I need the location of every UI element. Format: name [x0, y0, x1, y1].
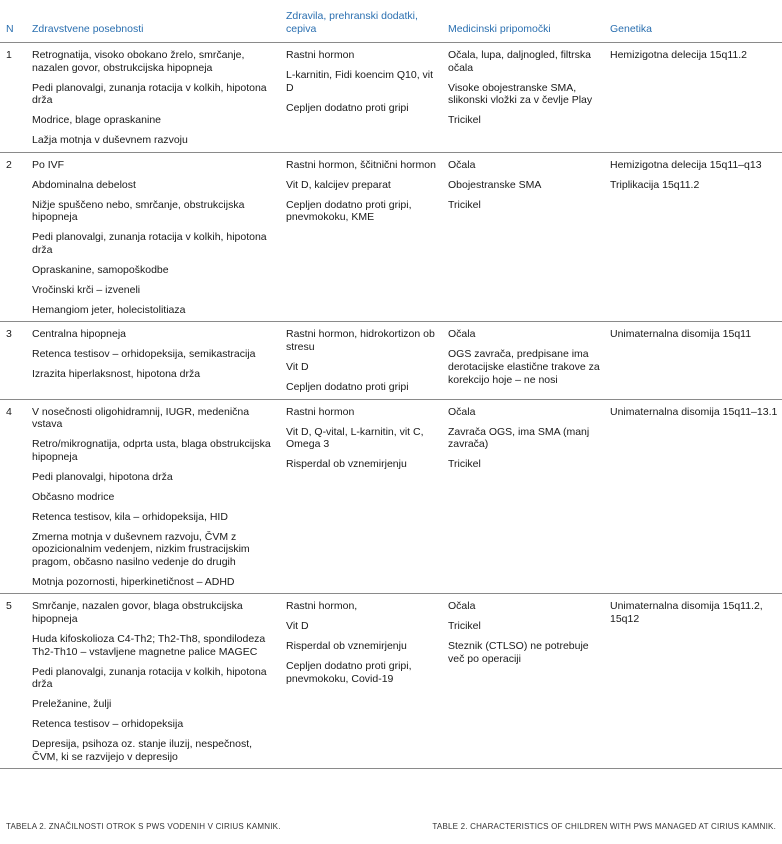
- drugs-item: Rastni hormon, ščitnični hormon: [286, 158, 436, 171]
- health-item: Zmerna motnja v duševnem razvoju, ČVM z opozicionalnim vedenjem, nizkim frustracijskim pragom, občasno nasilno vedenje do drugih: [32, 530, 250, 568]
- table-row: [0, 322, 782, 399]
- health-item: Pedi planovalgi, zunanja rotacija v kolkih, hipotona drža: [32, 81, 267, 107]
- health-item: Hemangiom jeter, holecistolitiaza: [32, 303, 186, 316]
- table-row: [0, 152, 782, 322]
- aids-cell: [442, 322, 604, 399]
- aids-item: Obojestranske SMA: [448, 178, 542, 191]
- aids-item: Tricikel: [448, 114, 481, 127]
- drugs-cell: [280, 594, 442, 769]
- health-cell: [26, 399, 280, 594]
- table-body: [0, 43, 782, 769]
- aids-item: Steznik (CTLSO) ne potrebuje več po operaciji: [448, 640, 589, 666]
- aids-item: OGS zavrača, predpisane ima derotacijske elastične trakove za korekcijo hoje – ne nosi: [448, 348, 600, 386]
- aids-cell: [442, 43, 604, 153]
- row-number: 4: [0, 399, 26, 594]
- health-item: Retro/mikrognatija, odprta usta, blaga obstrukcijska hipopneja: [32, 438, 271, 463]
- health-item: Smrčanje, nazalen govor, blaga obstrukcijska hipopneja: [32, 600, 243, 626]
- characteristics-table-container: [0, 10, 782, 769]
- drugs-cell: [280, 152, 442, 322]
- health-cell: [26, 594, 280, 769]
- drugs-item: Cepljen dodatno proti gripi: [286, 101, 409, 114]
- genetics-item: Triplikacija 15q11.2: [610, 178, 700, 191]
- header-drugs: Zdravila, prehranski dodatki, cepiva: [280, 10, 442, 43]
- health-item: Preležanine, žulji: [32, 698, 112, 711]
- aids-cell: [442, 152, 604, 322]
- header-genetics: Genetika: [604, 10, 782, 43]
- genetics-item: Unimaternalna disomija 15q11–13.1: [610, 405, 778, 418]
- drugs-item: Cepljen dodatno proti gripi, pnevmokoku, Covid-19: [286, 660, 412, 685]
- header-health: Zdravstvene posebnosti: [26, 10, 280, 43]
- drugs-cell: [280, 322, 442, 399]
- aids-item: Očala, lupa, daljnogled, filtrska očala: [448, 49, 591, 74]
- aids-cell: [442, 594, 604, 769]
- health-item: Vročinski krči – izveneli: [32, 283, 141, 296]
- health-cell: [26, 322, 280, 399]
- drugs-cell: [280, 399, 442, 594]
- genetics-item: Hemizigotna delecija 15q11.2: [610, 49, 747, 61]
- drugs-item: L-karnitin, Fidi koencim Q10, vit D: [286, 68, 434, 94]
- characteristics-table: [0, 10, 782, 769]
- health-item: Centralna hipopneja: [32, 328, 126, 341]
- genetics-cell: [604, 43, 782, 153]
- drugs-cell: [280, 43, 442, 153]
- table-row: [0, 594, 782, 769]
- drugs-item: Rastni hormon, hidrokortizon ob stresu: [286, 328, 435, 354]
- health-item: Retenca testisov – orhidopeksija: [32, 718, 184, 731]
- genetics-cell: [604, 399, 782, 594]
- aids-item: Očala: [448, 405, 476, 418]
- drugs-item: Rastni hormon,: [286, 600, 358, 613]
- health-item: Izrazita hiperlaksnost, hipotona drža: [32, 368, 201, 381]
- drugs-item: Cepljen dodatno proti gripi, pnevmokoku, KME: [286, 198, 412, 224]
- health-item: Motnja pozornosti, hiperkinetičnost – ADHD: [32, 575, 235, 588]
- drugs-item: Vit D: [286, 620, 309, 633]
- aids-item: Tricikel: [448, 620, 481, 633]
- health-item: Retrognatija, visoko obokano žrelo, smrčanje, nazalen govor, obstrukcijska hipopneja: [32, 49, 245, 74]
- genetics-cell: [604, 594, 782, 769]
- genetics-item: Hemizigotna delecija 15q11–q13: [610, 158, 762, 171]
- drugs-item: Vit D, Q-vital, L-karnitin, vit C, Omega 3: [286, 425, 424, 451]
- row-number: 2: [0, 152, 26, 322]
- aids-item: Očala: [448, 328, 476, 341]
- caption-english: TABLE 2. CHARACTERISTICS OF CHILDREN WITH PWS MANAGED AT CIRIUS KAMNIK.: [432, 822, 776, 831]
- health-item: Depresija, psihoza oz. stanje iluzij, nespečnost, ČVM, ki se razvijejo v depresijo: [32, 738, 253, 763]
- drugs-item: Rastni hormon: [286, 405, 355, 418]
- drugs-item: Risperdal ob vznemirjenju: [286, 640, 407, 653]
- health-item: Pedi planovalgi, zunanja rotacija v kolkih, hipotona drža: [32, 665, 267, 691]
- health-cell: [26, 43, 280, 153]
- row-number: 5: [0, 594, 26, 769]
- aids-item: Očala: [448, 158, 476, 171]
- row-number: 1: [0, 43, 26, 153]
- drugs-item: Vit D, kalcijev preparat: [286, 178, 391, 191]
- aids-item: Tricikel: [448, 198, 481, 211]
- aids-cell: [442, 399, 604, 594]
- health-item: Retenca testisov – orhidopeksija, semikastracija: [32, 348, 256, 361]
- drugs-item: Rastni hormon: [286, 49, 355, 61]
- health-item: Modrice, blage opraskanine: [32, 114, 161, 127]
- row-number: 3: [0, 322, 26, 399]
- health-item: Občasno modrice: [32, 490, 115, 503]
- genetics-item: Unimaternalna disomija 15q11.2, 15q12: [610, 600, 763, 626]
- aids-item: Tricikel: [448, 458, 481, 471]
- health-item: Lažja motnja v duševnem razvoju: [32, 134, 188, 147]
- genetics-item: Unimaternalna disomija 15q11: [610, 328, 752, 341]
- table-row: [0, 43, 782, 153]
- drugs-item: Cepljen dodatno proti gripi: [286, 380, 409, 393]
- aids-item: Zavrača OGS, ima SMA (manj zavrača): [448, 425, 590, 451]
- health-cell: [26, 152, 280, 322]
- table-row: [0, 399, 782, 594]
- aids-item: Očala: [448, 600, 476, 613]
- health-item: Retenca testisov, kila – orhidopeksija, HID: [32, 510, 228, 523]
- table-header: [0, 10, 782, 43]
- health-item: V nosečnosti oligohidramnij, IUGR, medenična vstava: [32, 405, 250, 431]
- header-aids: Medicinski pripomočki: [442, 10, 604, 43]
- header-row: [0, 10, 782, 43]
- genetics-cell: [604, 152, 782, 322]
- health-item: Pedi planovalgi, zunanja rotacija v kolkih, hipotona drža: [32, 231, 267, 256]
- health-item: Po IVF: [32, 158, 65, 171]
- drugs-item: Vit D: [286, 361, 309, 373]
- health-item: Pedi planovalgi, hipotona drža: [32, 470, 173, 483]
- health-item: Abdominalna debelost: [32, 178, 136, 191]
- health-item: Opraskanine, samopoškodbe: [32, 263, 169, 276]
- health-item: Nižje spuščeno nebo, smrčanje, obstrukcijska hipopneja: [32, 198, 245, 224]
- health-item: Huda kifoskolioza C4-Th2; Th2-Th8, spondilodeza Th2-Th10 – vstavljene magnetne palice MAGEC: [32, 633, 266, 658]
- caption-slovenian: TABELA 2. ZNAČILNOSTI OTROK S PWS VODENIH V CIRIUS KAMNIK.: [6, 822, 281, 831]
- genetics-cell: [604, 322, 782, 399]
- header-n: N: [0, 10, 26, 43]
- aids-item: Visoke obojestranske SMA, slikonski vložki za v čevlje Play: [448, 81, 593, 107]
- drugs-item: Risperdal ob vznemirjenju: [286, 458, 407, 471]
